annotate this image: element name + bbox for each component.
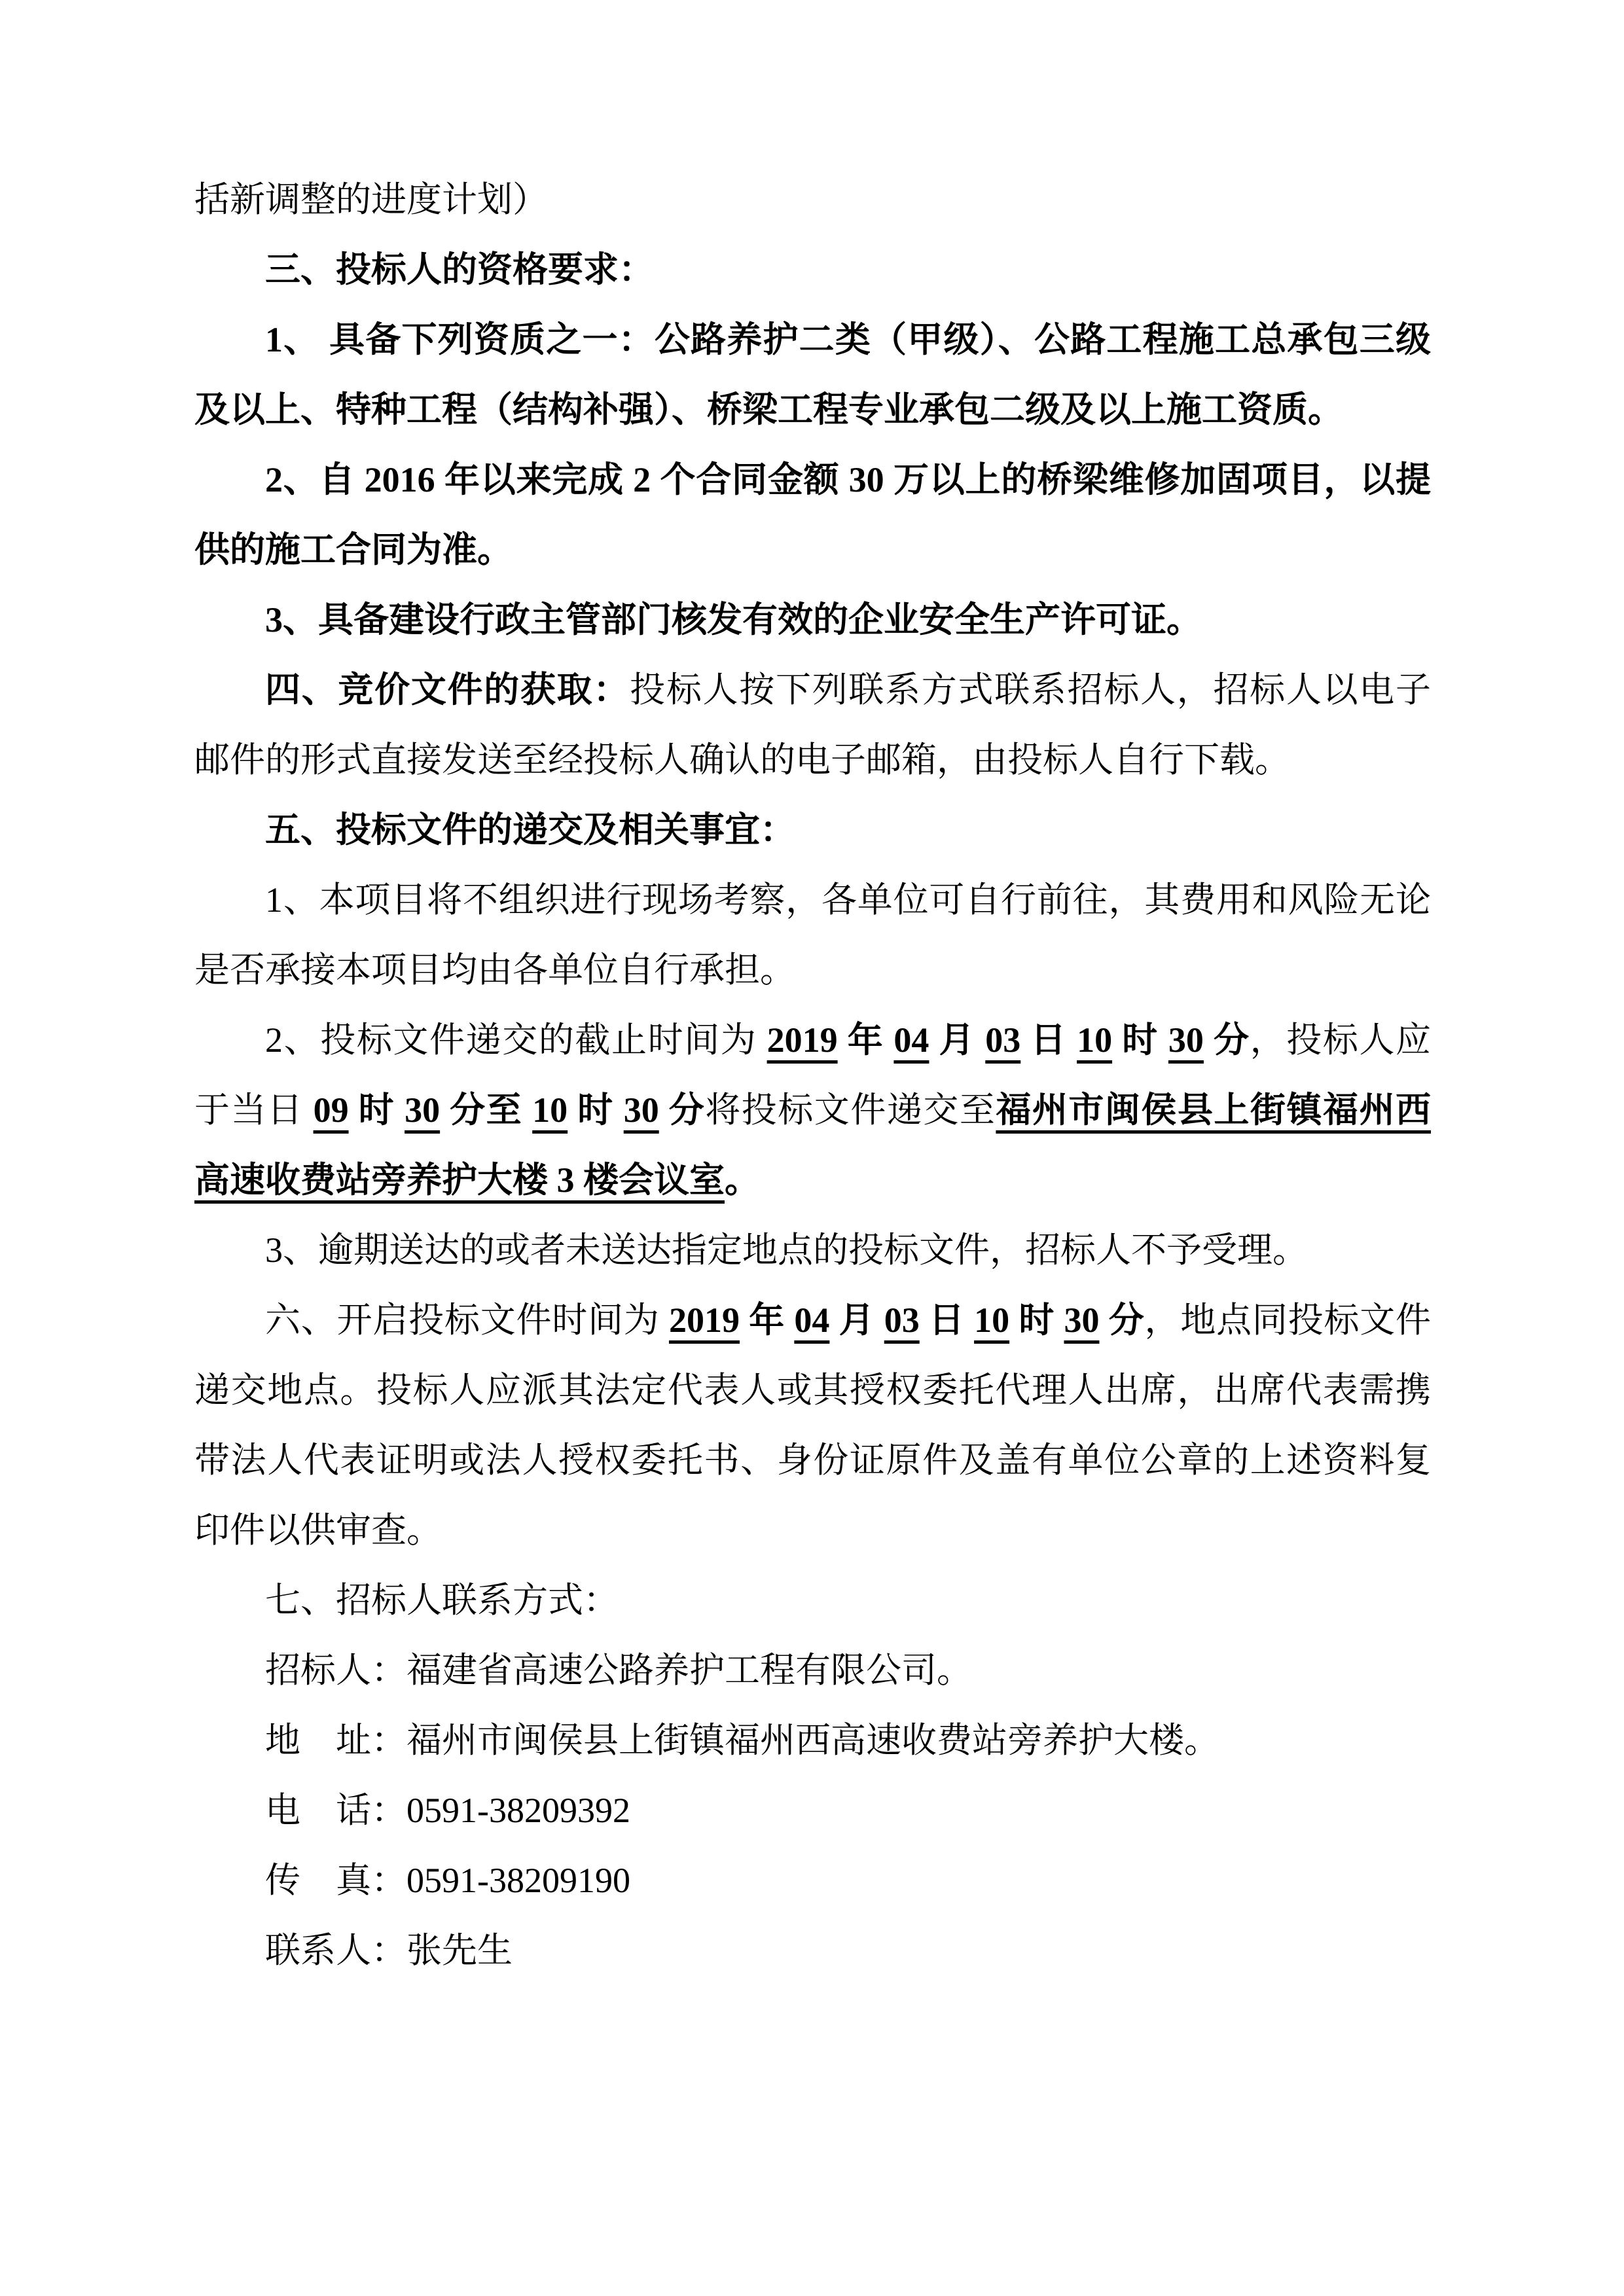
text-run: 时 [1009, 1300, 1064, 1340]
paragraph [194, 1706, 1431, 1776]
text-run: 03 [985, 1020, 1021, 1060]
text-run: 1、 具备下列资质之一：公路养护二类（甲级）、公路工程施工总承包三级及以上、特种工程（结构补强）、桥梁工程专业承包二级及以上施工资质。 [194, 320, 1431, 429]
paragraph [194, 1566, 1431, 1636]
text-run: 联系人：张先生 [265, 1931, 513, 1970]
text-run: ，地点同投标文件递交地点。投标人应派其法定代表人或其授权委托代理人出席，出席代表需携带法人代表证明或法人授权委托书、身份证原件及盖有单位公章的上述资料复印件以供审查。 [194, 1300, 1432, 1550]
text-run: 三、投标人的资格要求： [265, 250, 654, 289]
text-run: 时 [568, 1090, 624, 1130]
text-run: 将投标文件递交至 [705, 1090, 996, 1130]
text-run: 10 [974, 1300, 1010, 1340]
paragraph [194, 445, 1431, 585]
paragraph [194, 1636, 1431, 1706]
text-run: 六、开启投标文件时间为 [265, 1300, 669, 1340]
text-run: 1、本项目将不组织进行现场考察，各单位可自行前往，其费用和风险无论是否承接本项目均由各单位自行承担。 [194, 880, 1431, 990]
text-run: 3、逾期送达的或者未送达指定地点的投标文件，招标人不予受理。 [265, 1230, 1308, 1270]
text-run: 地 址：福州市闽侯县上街镇福州西高速收费站旁养护大楼。 [265, 1721, 1219, 1760]
text-run: 。 [725, 1160, 760, 1200]
text-run: 年 [739, 1300, 795, 1340]
text-run: 招标人：福建省高速公路养护工程有限公司。 [265, 1651, 972, 1690]
paragraph [194, 865, 1431, 1005]
text-run: 月 [929, 1020, 986, 1060]
text-run: 分 [659, 1090, 706, 1130]
text-run: 电 话：0591-38209392 [265, 1791, 630, 1830]
text-run: 分 [1203, 1020, 1250, 1060]
text-run: 10 [1077, 1020, 1113, 1060]
text-run: 传 真：0591-38209190 [265, 1861, 630, 1900]
text-run: 30 [405, 1090, 441, 1130]
text-run: 10 [532, 1090, 568, 1130]
paragraph [194, 585, 1431, 655]
paragraph [194, 1215, 1431, 1285]
paragraph [194, 165, 1431, 235]
text-run: 2019 [767, 1020, 838, 1060]
text-run: 月 [829, 1300, 884, 1340]
paragraph [194, 795, 1431, 865]
text-run: 括新调整的进度计划） [194, 180, 548, 219]
text-run: 投标人按下列联系方式联系招标人，招标人以电子邮件的形式直接发送至经投标人确认的电子邮箱，由投标人自行下载。 [194, 670, 1432, 780]
text-run: 04 [794, 1300, 830, 1340]
paragraph [194, 305, 1431, 445]
text-run: 3、具备建设行政主管部门核发有效的企业安全生产许可证。 [265, 600, 1202, 639]
text-run: 04 [893, 1020, 929, 1060]
text-run: 七、招标人联系方式： [265, 1581, 619, 1620]
paragraph [194, 1846, 1431, 1916]
text-run: 2、自 2016 年以来完成 2 个合同金额 30 万以上的桥梁维修加固项目，以提供的施工合同为准。 [194, 460, 1431, 569]
paragraph [194, 1916, 1431, 1986]
paragraph [194, 1776, 1431, 1846]
paragraph [194, 235, 1431, 305]
paragraph [194, 1005, 1431, 1215]
text-run: 年 [837, 1020, 894, 1060]
text-run: 日 [919, 1300, 975, 1340]
text-run: 30 [1064, 1300, 1100, 1340]
paragraph [194, 1285, 1431, 1566]
text-run: 福州市闽侯县上街镇福州西高速收费站旁养护大楼 3 楼会议室 [194, 1090, 1432, 1200]
text-run: 四、竞价文件的获取： [265, 670, 630, 709]
paragraph [194, 655, 1431, 795]
text-run: 2、投标文件递交的截止时间为 [265, 1020, 767, 1060]
text-run: 五、投标文件的递交及相关事宜： [265, 810, 795, 850]
text-run: 30 [623, 1090, 659, 1130]
text-run: ，投标人应于当日 [194, 1020, 1432, 1130]
text-run: 2019 [668, 1300, 740, 1340]
text-run: 时 [1112, 1020, 1168, 1060]
text-run: 09 [313, 1090, 349, 1130]
document-body [194, 165, 1431, 1986]
text-run: 分 [1099, 1300, 1145, 1340]
text-run: 30 [1168, 1020, 1204, 1060]
text-run: 分至 [440, 1090, 533, 1130]
text-run: 日 [1020, 1020, 1077, 1060]
text-run: 03 [884, 1300, 920, 1340]
text-run: 时 [348, 1090, 405, 1130]
